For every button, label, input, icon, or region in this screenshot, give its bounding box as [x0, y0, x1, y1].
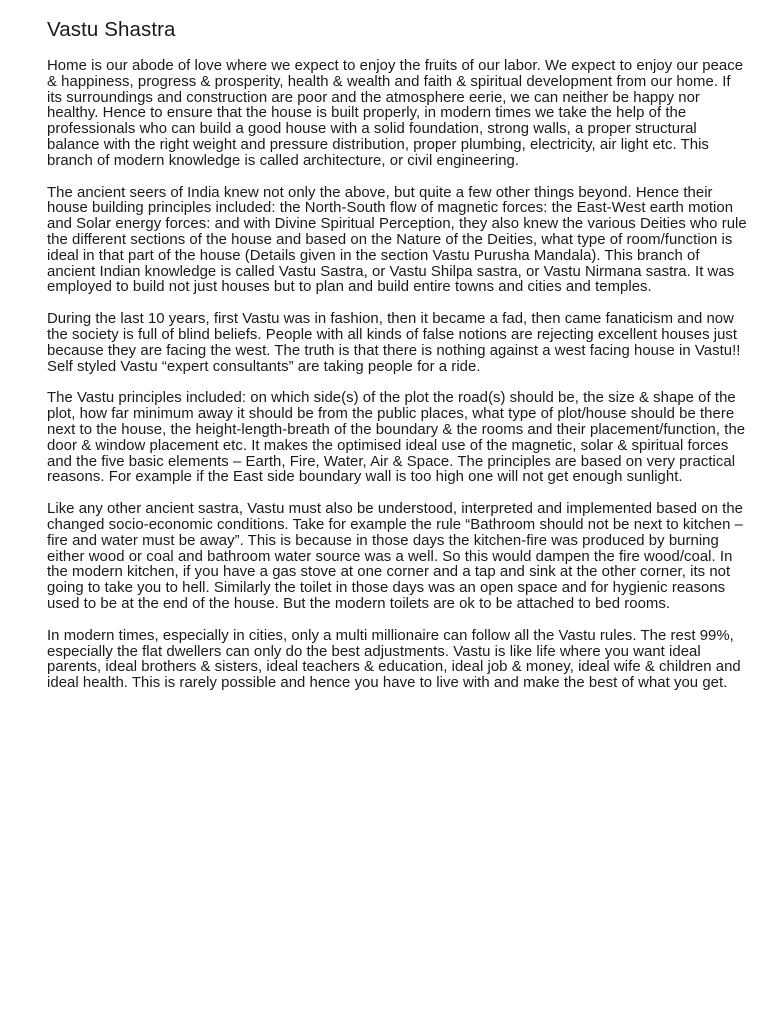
document-title: Vastu Shastra [47, 18, 176, 41]
paragraph-last-ten-years: During the last 10 years, first Vastu was in fashion, then it became a fad, then came fanaticism and now the society is full of blind beliefs. People with all kinds of false notions are rejecting excellent houses just because they are facing the west. The truth is that there is nothing against a west facing house in Vastu!! Self styled Vastu “expert consultants” are taking people for a ride. [47, 311, 741, 375]
paragraph-modern-times: In modern times, especially in cities, only a multi millionaire can follow all the Vastu rules. The rest 99%, especially the flat dwellers can only do the best adjustments. Vastu is like life where you want ideal parents, ideal brothers & sisters, ideal teachers & education, ideal job & money, ideal wife & children and ideal health. This is rarely possible and hence you have to live with and make the best of what you get. [47, 627, 741, 692]
document-page [47, 18, 747, 708]
paragraph-ancient-sastra: Like any other ancient sastra, Vastu must also be understood, interpreted and implemented based on the changed socio-economic conditions. Take for example the rule “Bathroom should not be next to kitchen – fire and water must be away”. This is because in those days the kitchen-fire was produced by burning either wood or coal and bathroom water source was a well. So this would dampen the fire wood/coal. In the modern kitchen, if you have a gas stove at one corner and a tap and sink at the other corner, its not going to take you to hell. Similarly the toilet in those days was an open space and for hygienic reasons used to be at the end of the house. But the modern toilets are ok to be attached to bed rooms. [47, 501, 744, 612]
paragraph-vastu-principles: The Vastu principles included: on which side(s) of the plot the road(s) should be, the size & shape of the plot, how far minimum away it should be from the public places, what type of plot/house should be there next to the house, the height-length-breath of the boundary & the rooms and their placement/function, the door & window placement etc. It makes the optimised ideal use of the magnetic, solar & spiritual forces and the five basic elements – Earth, Fire, Water, Air & Space. The principles are based on very practical reasons. For example if the East side boundary wall is too high one will not get enough sunlight. [47, 390, 746, 486]
paragraph-intro: Home is our abode of love where we expect to enjoy the fruits of our labor. We expect to enjoy our peace & happiness, progress & prosperity, health & wealth and faith & spiritual development from our home. If its surroundings and construction are poor and the atmosphere eerie, we can neither be happy nor healthy. Hence to ensure that the house is built properly, in modern times we take the help of the professionals who can build a good house with a solid foundation, strong walls, a proper structural balance with the right weight and pressure distribution, proper plumbing, electricity, air light etc. This branch of modern knowledge is called architecture, or civil engineering. [47, 58, 744, 169]
paragraph-ancient-seers: The ancient seers of India knew not only the above, but quite a few other things beyond. Hence their house building principles included: the North-South flow of magnetic forces: the East-West earth motion and Solar energy forces: and with Divine Spiritual Perception, they also knew the various Deities who rule the different sections of the house and based on the Nature of the Deities, what type of room/function is ideal in that part of the house (Details given in the section Vastu Purusha Mandala). This branch of ancient Indian knowledge is called Vastu Sastra, or Vastu Shilpa sastra, or Vastu Nirmana sastra. It was employed to build not just houses but to plan and build entire towns and cities and temples. [47, 184, 747, 296]
